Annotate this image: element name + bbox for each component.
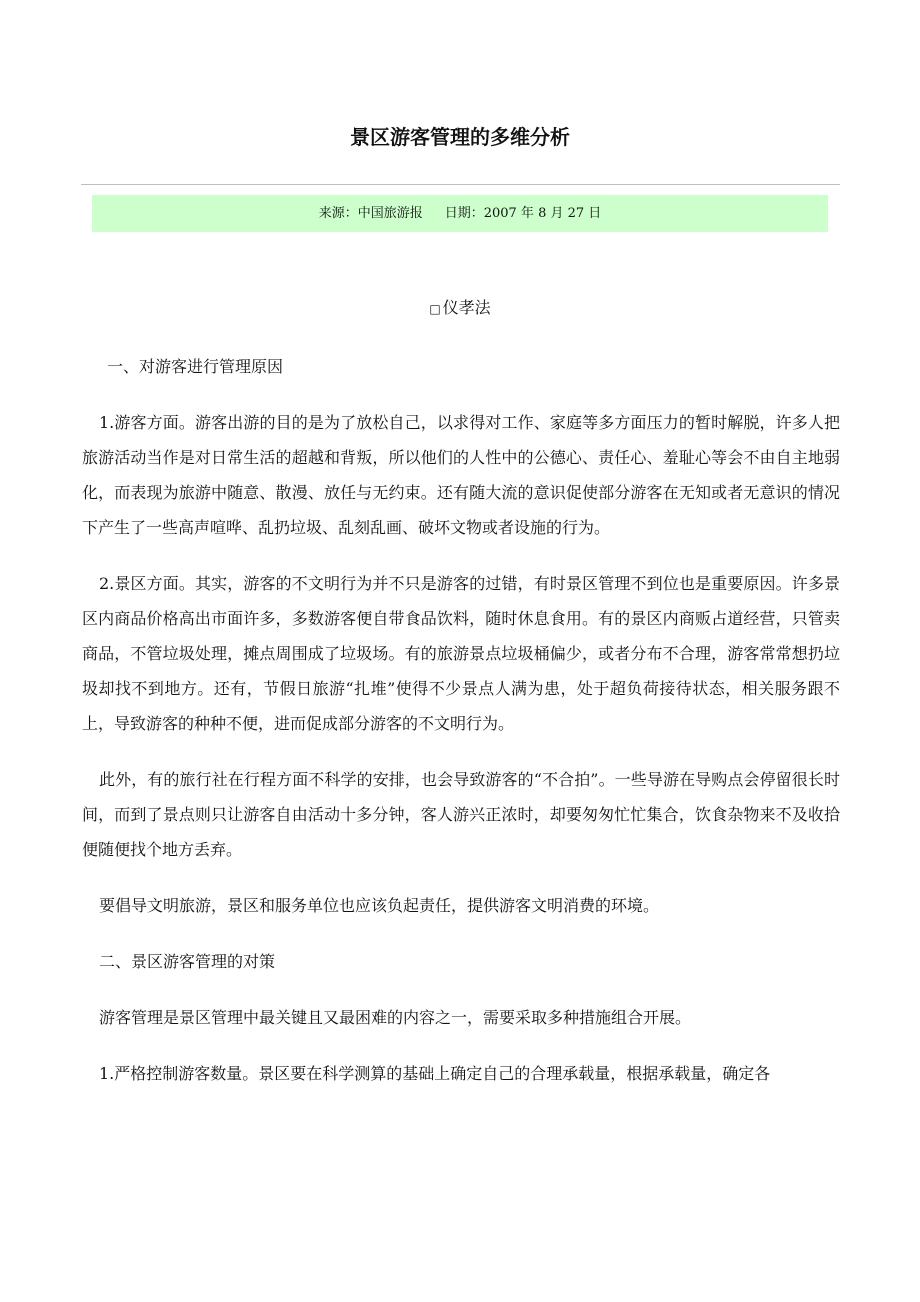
date-label: 日期：2007 年 8 月 27 日 bbox=[444, 206, 602, 221]
title-divider bbox=[81, 184, 840, 185]
article-body bbox=[82, 349, 840, 1112]
source-label: 来源：中国旅游报 bbox=[318, 206, 423, 221]
section-heading-2: 二、景区游客管理的对策 bbox=[99, 952, 276, 971]
article-title: 景区游客管理的多维分析 bbox=[350, 125, 570, 149]
author-line bbox=[0, 293, 920, 324]
body-paragraph: 游客管理是景区管理中最关键且又最困难的内容之一，需要采取多种措施组合开展。 bbox=[99, 1008, 692, 1027]
body-paragraph: 2.景区方面。其实，游客的不文明行为并不只是游客的过错，有时景区管理不到位也是重要原因。许多景区内商品价格高出市面许多，多数游客便自带食品饮料，随时休息食用。有的景区内商贩占道经营，只管卖商品，不管垃圾处理，摊点周围成了垃圾场。有的旅游景点垃圾桶偏少，或者分布不合理，游客常常想扔垃圾却找不到地方。还有，节假日旅游“扎堆”使得不少景点人满为患，处于超负荷接待状态，相关服务跟不上，导致游客的种种不便，进而促成部分游客的不文明行为。 bbox=[82, 574, 840, 733]
section-heading-1: 一、对游客进行管理原因 bbox=[107, 357, 284, 376]
body-paragraph: 1.游客方面。游客出游的目的是为了放松自己，以求得对工作、家庭等多方面压力的暂时解脱，许多人把旅游活动当作是对日常生活的超越和背叛，所以他们的人性中的公德心、责任心、羞耻心等会不由自主地弱化，而表现为旅游中随意、散漫、放任与无约束。还有随大流的意识促使部分游客在无知或者无意识的情况下产生了一些高声喧哗、乱扔垃圾、乱刻乱画、破坏文物或者设施的行为。 bbox=[82, 413, 840, 537]
body-paragraph: 要倡导文明旅游，景区和服务单位也应该负起责任，提供游客文明消费的环境。 bbox=[99, 896, 660, 915]
body-paragraph: 1.严格控制游客数量。景区要在科学测算的基础上确定自己的合理承载量，根据承载量，确定各 bbox=[99, 1064, 771, 1083]
source-date-bar bbox=[92, 195, 828, 232]
author-name: 仪孝法 bbox=[442, 298, 491, 317]
body-paragraph: 此外，有的旅行社在行程方面不科学的安排，也会导致游客的“不合拍”。一些导游在导购点会停留很长时间，而到了景点则只让游客自由活动十多分钟，客人游兴正浓时，却要匆匆忙忙集合，饮食杂物来不及收拾便随便找个地方丢弃。 bbox=[82, 770, 840, 859]
author-box-icon: □ bbox=[429, 302, 441, 316]
